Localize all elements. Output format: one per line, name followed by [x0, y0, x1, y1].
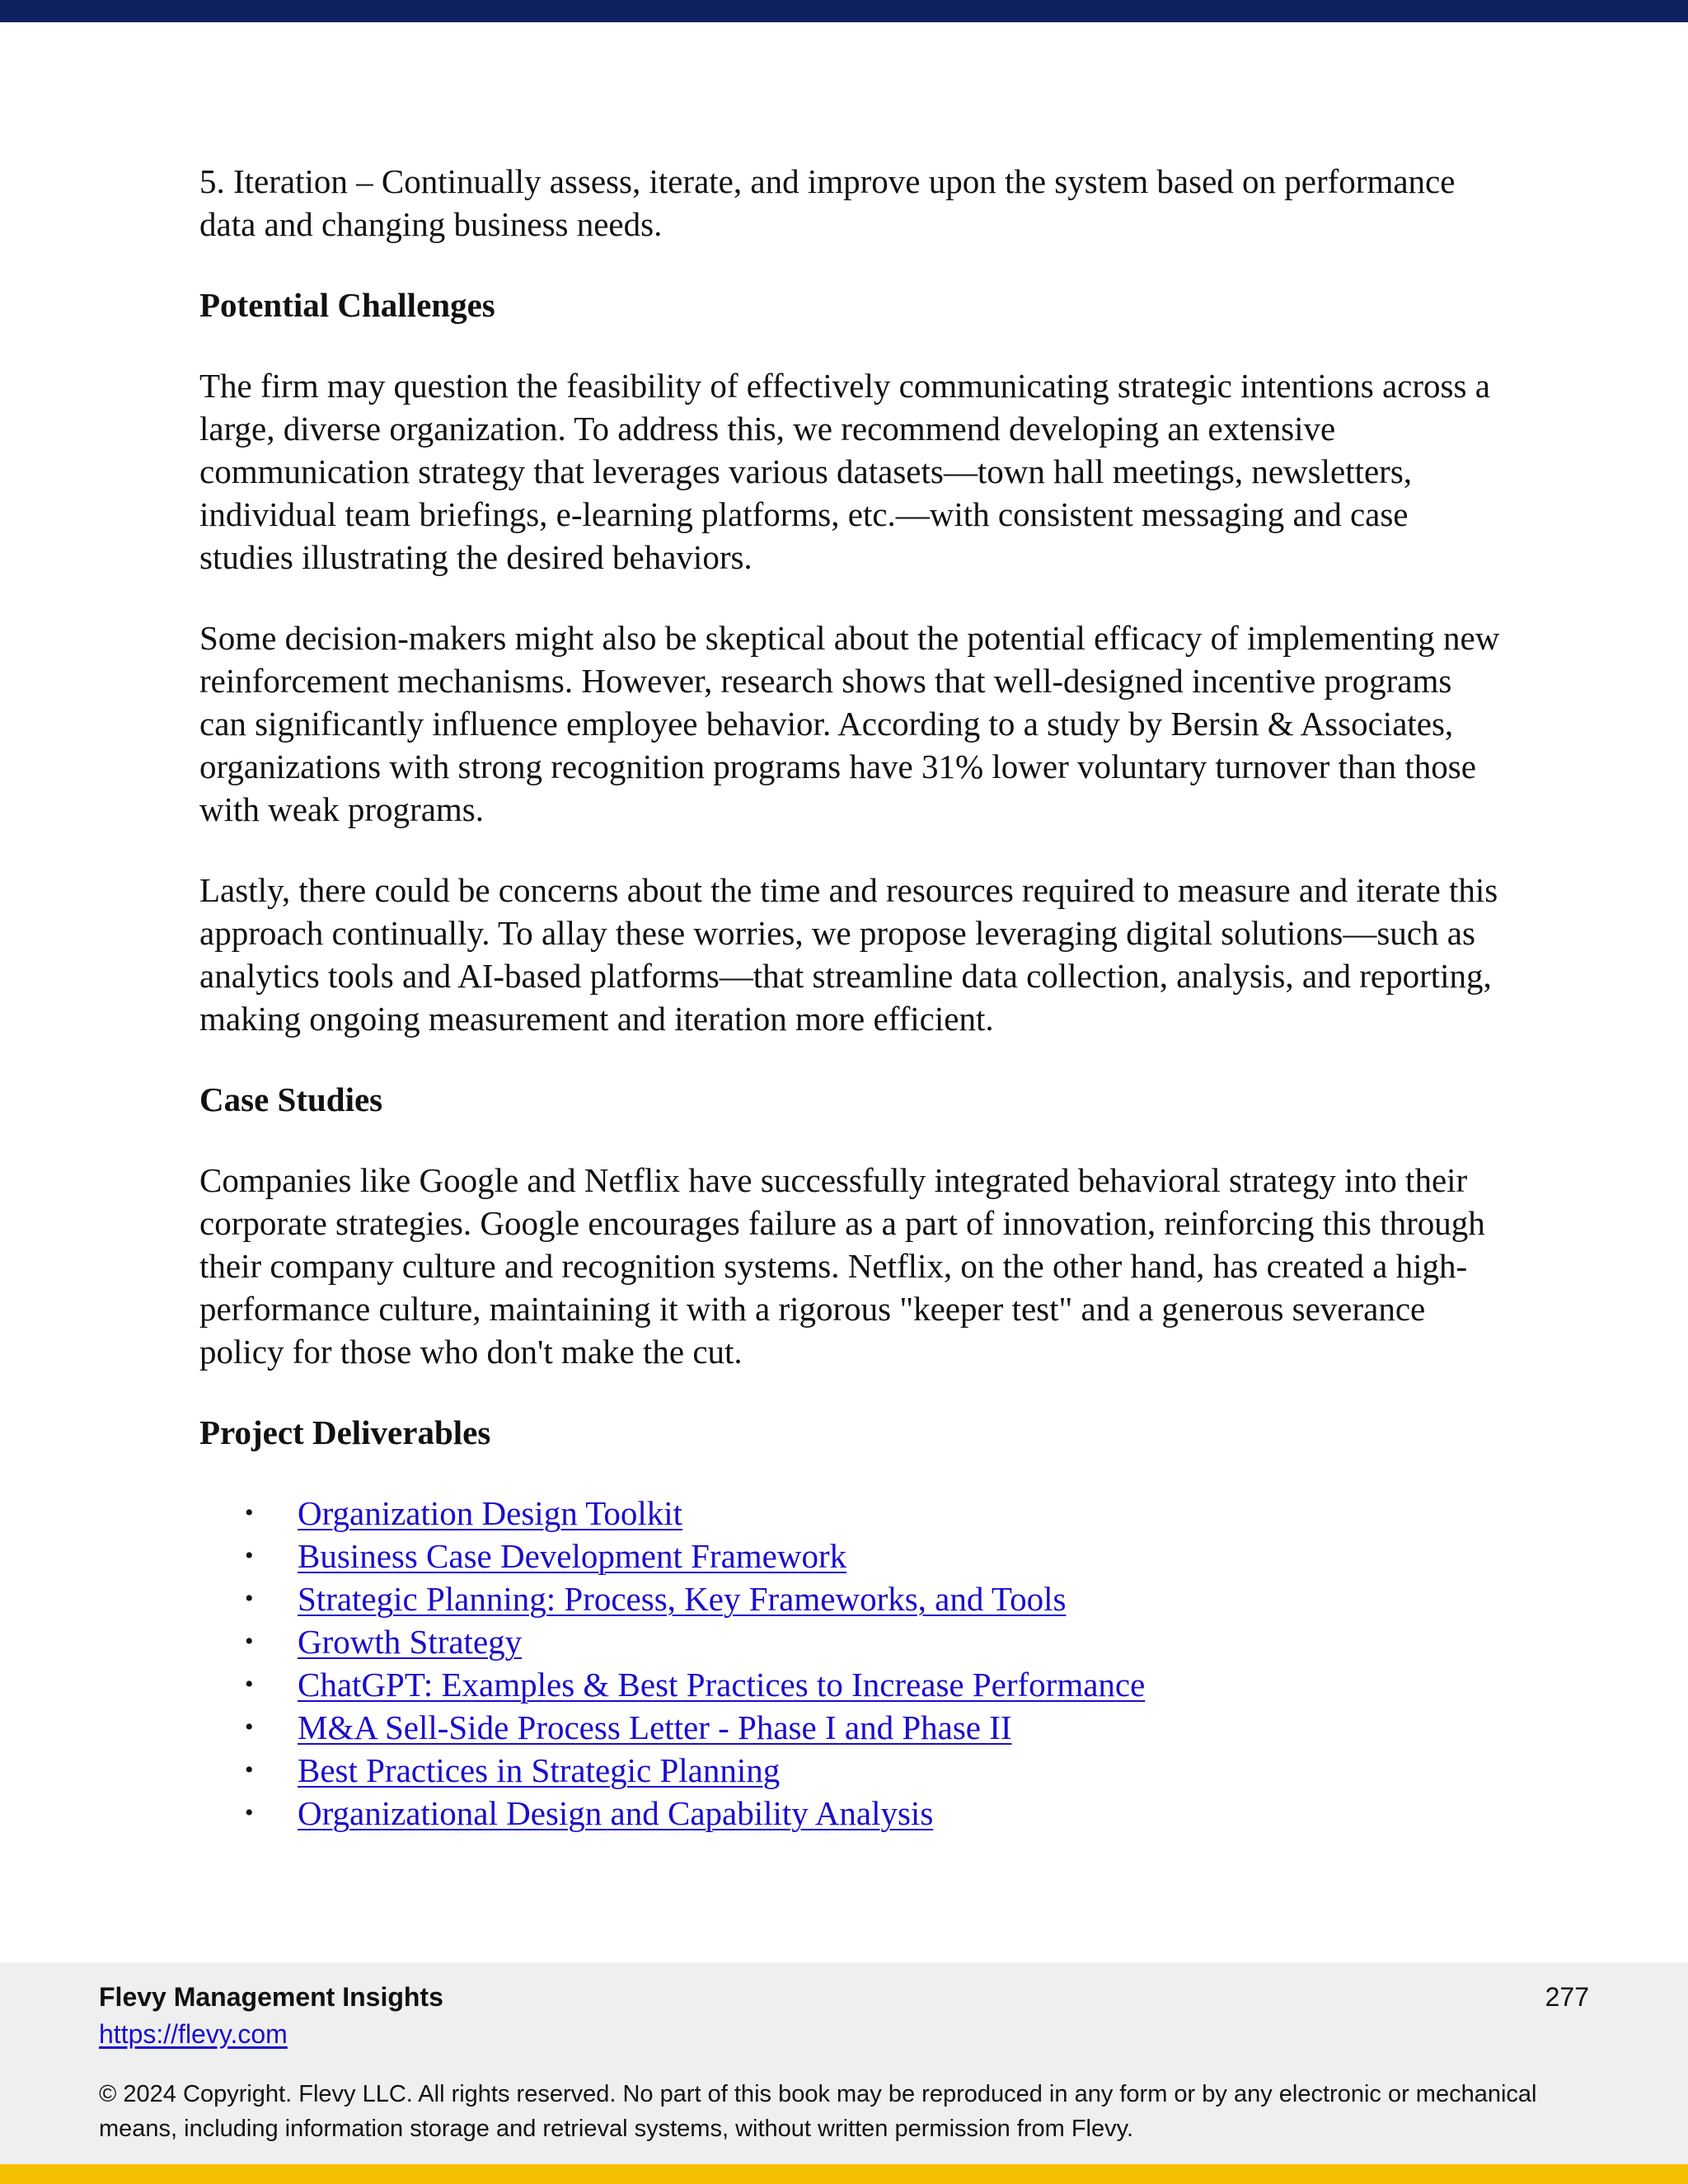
case-studies-paragraph: Companies like Google and Netflix have successfully integrated behavioral strategy into their corporate strategies. Google encourages failure as a part of innovation, reinforcing this through their company culture and recognition systems. Netflix, on the other hand, has created a high-performance culture, maintaining it with a rigorous "keeper test" and a generous severance policy for those who don't make the cut. [199, 1161, 1485, 1371]
deliverable-link[interactable]: Strategic Planning: Process, Key Frameworks, and Tools [298, 1580, 1067, 1618]
deliverable-link[interactable]: Best Practices in Strategic Planning [298, 1751, 781, 1789]
project-deliverables-heading: Project Deliverables [199, 1413, 491, 1451]
page-content [199, 160, 1502, 1835]
footer-brand: Flevy Management Insights [99, 1982, 443, 2012]
footer-url-link[interactable]: https://flevy.com [99, 2019, 288, 2049]
challenge-paragraph: Lastly, there could be concerns about the time and resources required to measure and iterate this approach continually. To allay these worries, we propose leveraging digital solutions—such as analytics tools and AI-based platforms—that streamline data collection, analysis, and reporting, making ongoing measurement and iteration more efficient. [199, 871, 1498, 1038]
bullet-icon: • [245, 1585, 254, 1612]
top-accent-bar [0, 0, 1688, 22]
deliverable-link[interactable]: Growth Strategy [298, 1623, 523, 1661]
deliverable-link[interactable]: Organization Design Toolkit [298, 1494, 683, 1532]
list-item [199, 1535, 1502, 1577]
challenge-paragraph: The firm may question the feasibility of effectively communicating strategic intentions across a large, diverse organization. To address this, we recommend developing an extensive communication strategy that leverages various datasets—town hall meetings, newsletters, individual team briefings, e-learning platforms, etc.—with consistent messaging and case studies illustrating the desired behaviors. [199, 367, 1490, 576]
bullet-icon: • [245, 1499, 254, 1526]
list-item [199, 1706, 1502, 1749]
list-item [199, 1577, 1502, 1620]
list-item [199, 1792, 1502, 1835]
deliverable-link[interactable]: Business Case Development Framework [298, 1537, 847, 1575]
deliverable-link[interactable]: ChatGPT: Examples & Best Practices to Increase Performance [298, 1666, 1146, 1704]
bullet-icon: • [245, 1671, 254, 1698]
bullet-icon: • [245, 1542, 254, 1569]
list-item [199, 1492, 1502, 1535]
iteration-step: 5. Iteration – Continually assess, iterate, and improve upon the system based on performance data and changing business needs. [199, 162, 1456, 243]
list-item [199, 1620, 1502, 1663]
bullet-icon: • [245, 1713, 254, 1741]
page-footer [0, 1962, 1688, 2164]
deliverables-list [199, 1492, 1502, 1835]
bullet-icon: • [245, 1756, 254, 1783]
bullet-icon: • [245, 1628, 254, 1655]
list-item [199, 1749, 1502, 1792]
challenge-paragraph: Some decision-makers might also be skeptical about the potential efficacy of implementing new reinforcement mechanisms. However, research shows that well-designed incentive programs can significantly influence employee behavior. According to a study by Bersin & Associates, organizations with strong recognition programs have 31% lower voluntary turnover than those with weak programs. [199, 619, 1500, 828]
list-item [199, 1663, 1502, 1706]
case-studies-heading: Case Studies [199, 1080, 383, 1118]
deliverable-link[interactable]: Organizational Design and Capability Analysis [298, 1794, 934, 1832]
bottom-accent-bar [0, 2164, 1688, 2184]
bullet-icon: • [245, 1799, 254, 1826]
copyright-notice: © 2024 Copyright. Flevy LLC. All rights reserved. No part of this book may be reproduced in any form or by any electronic or mechanical means, including information storage and retrieval systems, without written permission from Flevy. [99, 2081, 1537, 2142]
potential-challenges-heading: Potential Challenges [199, 286, 495, 324]
page-number: 277 [1545, 1982, 1589, 2012]
deliverable-link[interactable]: M&A Sell-Side Process Letter - Phase I and Phase II [298, 1708, 1012, 1746]
